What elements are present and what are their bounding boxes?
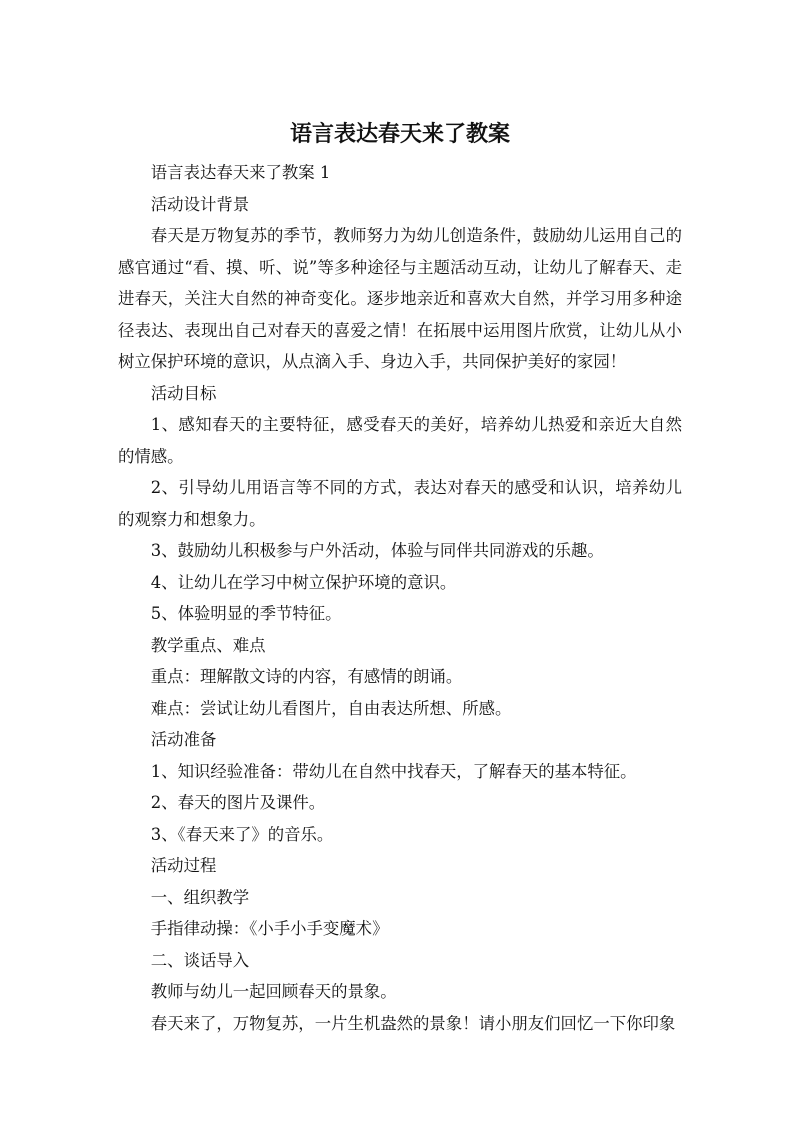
paragraph: 重点：理解散文诗的内容，有感情的朗诵。 (150, 667, 463, 686)
subsection-heading: 一、组织教学 (150, 887, 250, 907)
list-item: 2、春天的图片及课件。 (150, 793, 326, 812)
document-title: 语言表达春天来了教案 (289, 122, 510, 147)
list-item: 4、让幼儿在学习中树立保护环境的意识。 (150, 572, 457, 592)
section-heading: 活动过程 (150, 856, 217, 875)
document-body (118, 157, 682, 1039)
subsection-heading: 二、谈话导入 (150, 950, 250, 970)
list-item: 3、《春天来了》的音乐。 (150, 824, 334, 844)
list-item: 1、知识经验准备：带幼儿在自然中找春天，了解春天的基本特征。 (150, 761, 637, 781)
section-heading: 活动准备 (150, 730, 217, 749)
paragraph: 难点：尝试让幼儿看图片，自由表达所想、所感。 (150, 698, 512, 718)
paragraph: 教师与幼儿一起回顾春天的景象。 (150, 982, 397, 1001)
paragraph: 春天是万物复苏的季节，教师努力为幼儿创造条件，鼓励幼儿运用自己的感官通过“看、摸、听、说”等多种途径与主题活动互动，让幼儿了解春天、走进春天，关注大自然的神奇变化。逐步地亲近和喜欢大自然，并学习用多种途径表达、表现出自己对春天的喜爱之情！在拓展中运用图片欣赏，让幼儿从小树立保护环境的意识，从点滴入手、身边入手，共同保护美好的家园！ (118, 226, 682, 371)
list-item: 1、感知春天的主要特征，感受春天的美好，培养幼儿热爱和亲近大自然的情感。 (118, 415, 682, 466)
list-item: 2、引导幼儿用语言等不同的方式，表达对春天的感受和认识，培养幼儿的观察力和想象力。 (118, 478, 682, 529)
section-heading: 教学重点、难点 (150, 635, 266, 655)
paragraph: 语言表达春天来了教案 1 (150, 163, 331, 182)
paragraph: 春天来了，万物复苏，一片生机盎然的景象！请小朋友们回忆一下你印象 (150, 1013, 676, 1033)
section-heading: 活动目标 (150, 383, 217, 403)
section-heading: 活动设计背景 (150, 194, 250, 214)
paragraph: 手指律动操：《小手小手变魔术》 (150, 919, 389, 938)
list-item: 3、鼓励幼儿积极参与户外活动，体验与同伴共同游戏的乐趣。 (150, 541, 604, 560)
list-item: 5、体验明显的季节特征。 (150, 604, 342, 623)
